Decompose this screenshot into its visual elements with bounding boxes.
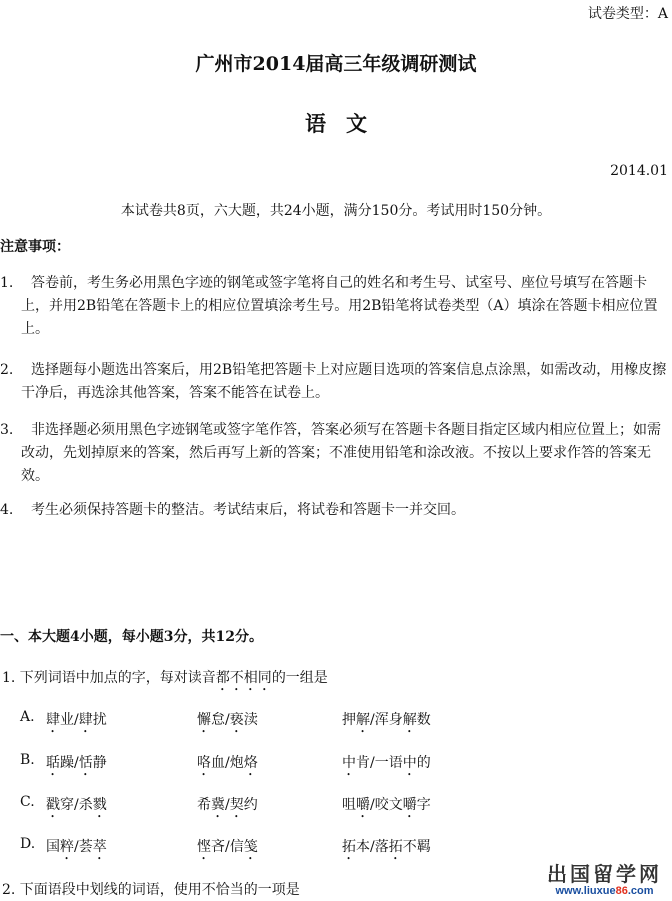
word-pair: 中肯/一语中的 bbox=[342, 755, 431, 771]
exam-summary: 本试卷共8页，六大题，共24小题，满分150分。考试用时150分钟。 bbox=[120, 203, 552, 219]
notice-item-1 bbox=[0, 272, 668, 341]
exam-date: 2014.01 bbox=[610, 163, 668, 179]
notice-item-text: 考生必须保持答题卡的整洁。考试结束后，将试卷和答题卡一并交回。 bbox=[31, 502, 465, 518]
notice-item-number: 4. bbox=[0, 502, 14, 518]
notice-item-2 bbox=[0, 359, 668, 405]
paper-type-label: 试卷类型：A bbox=[587, 6, 668, 22]
notice-item-number: 2. bbox=[0, 362, 14, 378]
notice-item-4 bbox=[0, 499, 668, 522]
question-1-stem bbox=[2, 667, 328, 694]
notice-item-text: 答卷前，考生务必用黑色字迹的钢笔或签字笔将自己的姓名和考生号、试室号、座位号填写在答题卡上，并用2B铅笔在答题卡上的相应位置填涂考生号。用2B铅笔将试卷类型（A）填涂在答题卡相应位置上。 bbox=[21, 275, 658, 337]
option-c bbox=[20, 794, 480, 818]
word-pair: 希冀/契约 bbox=[197, 797, 258, 813]
notice-item-3 bbox=[0, 419, 668, 488]
word-pair: 拓本/落拓不羁 bbox=[342, 839, 431, 855]
question-2-stem: 2. 下面语段中划线的词语，使用不恰当的一项是 bbox=[2, 882, 300, 898]
word-pair: 咯血/炮烙 bbox=[197, 755, 258, 771]
option-letter: A. bbox=[20, 709, 35, 725]
word-pair: 戳穿/杀戮 bbox=[46, 797, 107, 813]
notice-item-text: 选择题每小题选出答案后，用2B铅笔把答题卡上对应题目选项的答案信息点涂黑，如需改动，用橡皮擦干净后，再选涂其他答案，答案不能答在试卷上。 bbox=[21, 362, 667, 401]
section-heading: 一、本大题4小题，每小题3分，共12分。 bbox=[0, 629, 263, 645]
word-pair: 国粹/荟萃 bbox=[46, 839, 107, 855]
subject-title: 语文 bbox=[305, 111, 387, 136]
exam-title: 广州市2014届高三年级调研测试 bbox=[195, 53, 477, 75]
watermark-brand: 出国留学网 bbox=[547, 862, 662, 886]
question-text: 的一组是 bbox=[271, 670, 328, 686]
dotted-text: 都不相同 bbox=[215, 670, 272, 686]
notice-item-text: 非选择题必须用黑色字迹钢笔或签字笔作答，答案必须写在答题卡各题目指定区域内相应位置上；如需改动，先划掉原来的答案，然后再写上新的答案；不准使用铅笔和涂改液。不按以上要求作答的答案无效。 bbox=[21, 422, 661, 484]
notice-heading: 注意事项： bbox=[0, 239, 70, 255]
option-letter: D. bbox=[20, 836, 36, 852]
notice-item-number: 3. bbox=[0, 422, 14, 438]
option-a bbox=[20, 709, 480, 733]
option-b bbox=[20, 752, 480, 776]
option-d bbox=[20, 836, 480, 860]
watermark-url: www.liuxue86.com bbox=[555, 885, 654, 897]
question-text: 1. 下列词语中加点的字，每对读音 bbox=[2, 670, 216, 686]
option-letter: B. bbox=[20, 752, 35, 768]
notice-item-number: 1. bbox=[0, 275, 14, 291]
word-pair: 肆业/肆扰 bbox=[46, 712, 107, 728]
word-pair: 聒躁/恬静 bbox=[46, 755, 107, 771]
word-pair: 咀嚼/咬文嚼字 bbox=[342, 797, 431, 813]
word-pair: 押解/浑身解数 bbox=[342, 712, 431, 728]
option-letter: C. bbox=[20, 794, 35, 810]
word-pair: 悭吝/信笺 bbox=[197, 839, 258, 855]
word-pair: 懈怠/亵渎 bbox=[197, 712, 258, 728]
watermark-logo bbox=[547, 863, 662, 898]
